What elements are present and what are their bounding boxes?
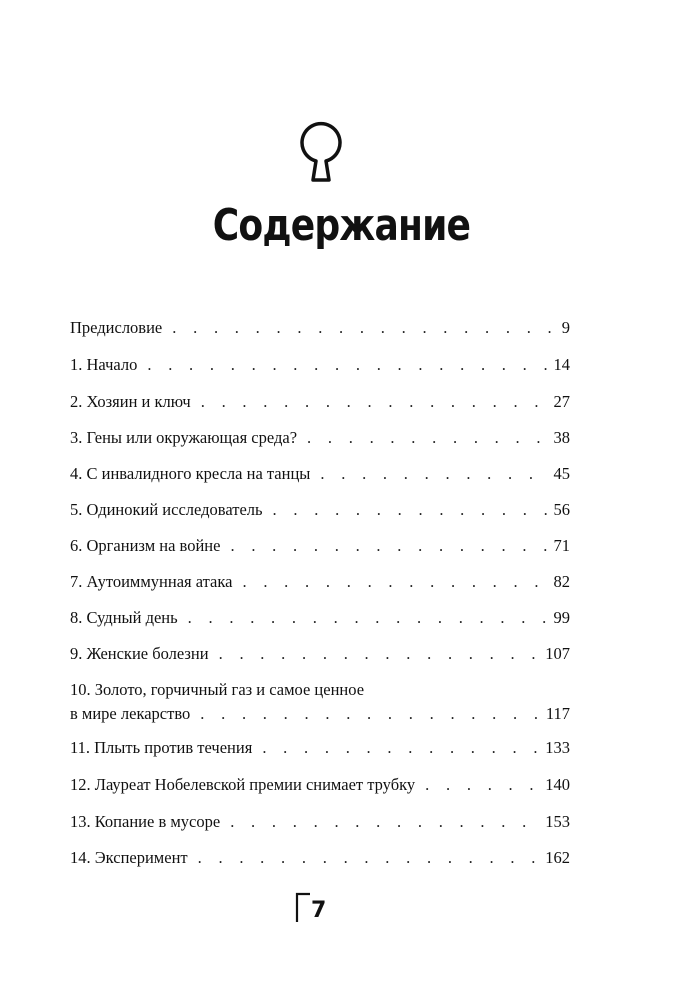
page-title: Содержание bbox=[212, 200, 471, 251]
toc-entry[interactable] bbox=[70, 498, 570, 528]
toc-entry-title: 14. Эксперимент bbox=[70, 848, 188, 867]
toc-entry-title: 8. Судный день bbox=[70, 608, 178, 627]
toc-entry-title: 4. С инвалидного кресла на танцы bbox=[70, 464, 311, 483]
toc-entry-page: 56 bbox=[553, 500, 570, 519]
toc-entry[interactable] bbox=[70, 810, 570, 840]
toc-entry-title: 13. Копание в мусоре bbox=[70, 812, 221, 831]
toc-entry-page: 153 bbox=[545, 812, 570, 831]
dot-leader bbox=[200, 702, 540, 726]
toc-entry[interactable] bbox=[70, 678, 570, 734]
toc-entry[interactable] bbox=[70, 773, 570, 803]
toc-entry-page: 38 bbox=[553, 428, 570, 447]
toc-entry-page: 107 bbox=[545, 644, 570, 663]
toc-entry[interactable] bbox=[70, 846, 570, 876]
dot-leader bbox=[219, 642, 540, 666]
toc-entry[interactable] bbox=[70, 642, 570, 672]
toc-entry[interactable] bbox=[70, 570, 570, 600]
dot-leader bbox=[230, 534, 547, 558]
toc-entry-page: 140 bbox=[545, 775, 570, 794]
toc-entry-page: 162 bbox=[545, 848, 570, 867]
toc-entry[interactable] bbox=[70, 534, 570, 564]
dot-leader bbox=[307, 426, 547, 450]
toc-entry-title: 5. Одинокий исследователь bbox=[70, 500, 263, 519]
toc-entry-page: 117 bbox=[545, 704, 570, 723]
dot-leader bbox=[147, 353, 547, 377]
toc-entry[interactable] bbox=[70, 736, 570, 766]
toc-entry-page: 9 bbox=[561, 318, 570, 337]
toc-entry-title: 12. Лауреат Нобелевской премии снимает трубку bbox=[70, 775, 416, 794]
toc-entry-page: 14 bbox=[553, 355, 570, 374]
toc-entry[interactable] bbox=[70, 606, 570, 636]
toc-entry-page: 27 bbox=[553, 392, 570, 411]
dot-leader bbox=[201, 390, 548, 414]
dot-leader bbox=[188, 606, 548, 630]
corner-bracket-icon bbox=[295, 892, 311, 922]
dot-leader bbox=[198, 846, 540, 870]
toc-entry-title: 1. Начало bbox=[70, 355, 138, 374]
toc-entry-title: 2. Хозяин и ключ bbox=[70, 392, 191, 411]
toc-entry-page: 71 bbox=[553, 536, 570, 555]
toc-entry[interactable] bbox=[70, 353, 570, 383]
keyhole-icon bbox=[296, 120, 346, 186]
toc-entry-title: Предисловие bbox=[70, 318, 163, 337]
toc-entry-title: 3. Гены или окружающая среда? bbox=[70, 428, 298, 447]
page-number bbox=[295, 892, 335, 928]
toc-entry[interactable] bbox=[70, 462, 570, 492]
page-number-value: 7 bbox=[311, 898, 327, 923]
toc-entry-title: 9. Женские болезни bbox=[70, 644, 209, 663]
toc-entry-title-line1: 10. Золото, горчичный газ и самое ценное bbox=[70, 680, 365, 699]
toc-entry-page: 82 bbox=[553, 572, 570, 591]
toc-entry-title: 6. Организм на войне bbox=[70, 536, 221, 555]
toc-entry-page: 133 bbox=[545, 738, 570, 757]
toc-entry[interactable] bbox=[70, 426, 570, 456]
dot-leader bbox=[273, 498, 548, 522]
dot-leader bbox=[242, 570, 547, 594]
toc-entry-title-line2: в мире лекарство bbox=[70, 704, 191, 723]
toc-entry-page: 45 bbox=[553, 464, 570, 483]
dot-leader bbox=[320, 462, 547, 486]
dot-leader bbox=[230, 810, 539, 834]
toc-entry[interactable] bbox=[70, 316, 570, 346]
dot-leader bbox=[172, 316, 556, 340]
toc-entry[interactable] bbox=[70, 390, 570, 420]
toc-entry-page: 99 bbox=[553, 608, 570, 627]
dot-leader bbox=[425, 773, 539, 797]
toc-entry-title: 7. Аутоиммунная атака bbox=[70, 572, 233, 591]
dot-leader bbox=[262, 736, 539, 760]
toc-entry-title: 11. Плыть против течения bbox=[70, 738, 253, 757]
